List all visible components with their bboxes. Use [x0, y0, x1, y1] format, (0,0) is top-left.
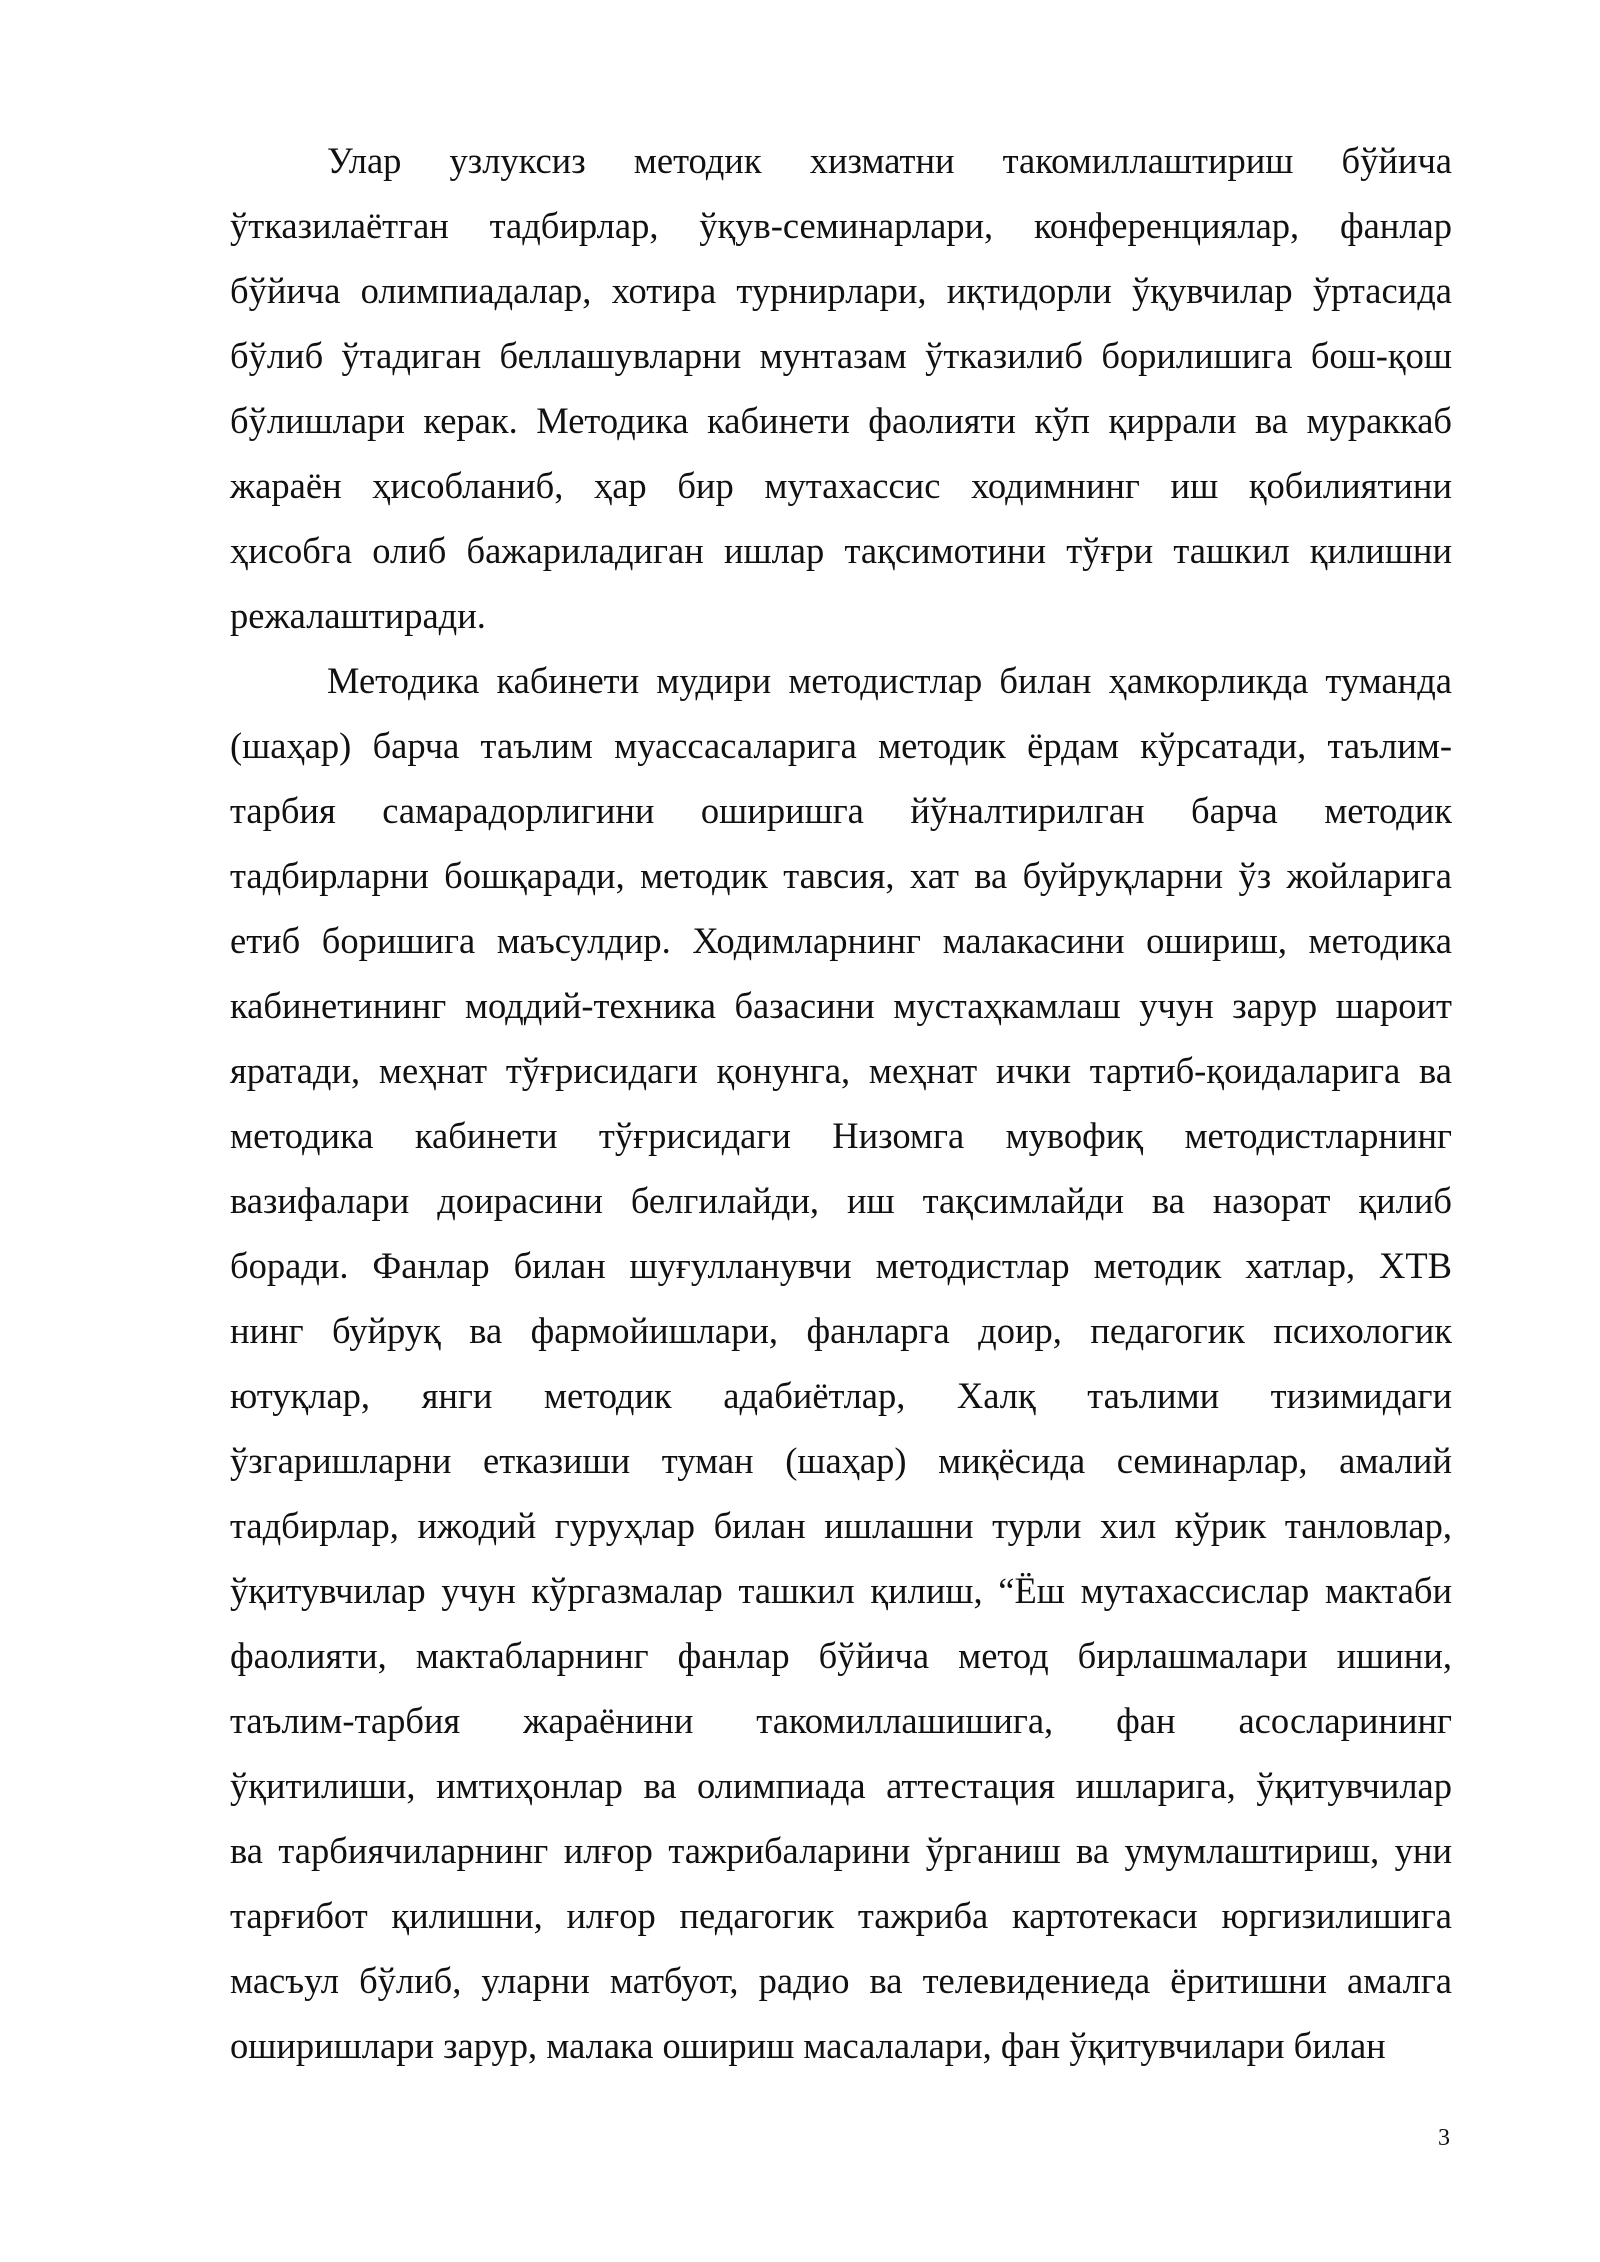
- text-line: бўлишлари керак. Методика кабинети фаолияти кўп қиррали ва мураккаб: [230, 400, 1452, 441]
- text-line: тарбия самарадорлигини оширишга йўналтирилган барча методик: [230, 790, 1452, 831]
- text-line: ва тарбиячиларнинг илғор тажрибаларини ўрганиш ва умумлаштириш, уни: [230, 1830, 1452, 1871]
- text-line: яратади, меҳнат тўғрисидаги қонунга, меҳнат ички тартиб-қоидаларига ва: [230, 1050, 1452, 1091]
- text-line: ўзгаришларни етказиши туман (шаҳар) миқёсида семинарлар, амалий: [230, 1440, 1452, 1481]
- text-line: боради. Фанлар билан шуғулланувчи методистлар методик хатлар, ХТВ: [230, 1245, 1452, 1286]
- paragraph-2: [230, 648, 1452, 2078]
- text-line: жараён ҳисобланиб, ҳар бир мутахассис ходимнинг иш қобилиятини: [230, 465, 1452, 506]
- text-line: Методика кабинети мудири методистлар билан ҳамкорликда туманда: [327, 660, 1452, 701]
- page-number: 3: [1438, 2125, 1450, 2151]
- text-line: фаолияти, мактабларнинг фанлар бўйича метод бирлашмалари ишини,: [230, 1635, 1452, 1676]
- text-line: ютуқлар, янги методик адабиётлар, Халқ таълими тизимидаги: [230, 1375, 1452, 1416]
- text-line: кабинетининг моддий-техника базасини мустаҳкамлаш учун зарур шароит: [230, 985, 1452, 1026]
- text-line: тадбирлар, ижодий гуруҳлар билан ишлашни турли хил кўрик танловлар,: [230, 1505, 1452, 1546]
- text-line: бўлиб ўтадиган беллашувларни мунтазам ўтказилиб борилишига бош-қош: [230, 335, 1452, 376]
- body-text: [230, 128, 1452, 2078]
- text-line: тадбирларни бошқаради, методик тавсия, хат ва буйруқларни ўз жойларига: [230, 855, 1452, 896]
- text-line: етиб боришига маъсулдир. Ходимларнинг малакасини ошириш, методика: [230, 920, 1452, 961]
- text-line: бўйича олимпиадалар, хотира турнирлари, иқтидорли ўқувчилар ўртасида: [230, 270, 1452, 311]
- text-line: тарғибот қилишни, илғор педагогик тажриба картотекаси юргизилишига: [230, 1895, 1452, 1936]
- text-line: методика кабинети тўғрисидаги Низомга мувофиқ методистларнинг: [230, 1115, 1452, 1156]
- text-line: ўтказилаётган тадбирлар, ўқув-семинарлари, конференциялар, фанлар: [230, 205, 1452, 246]
- text-line: таълим-тарбия жараёнини такомиллашишига, фан асосларининг: [230, 1700, 1452, 1741]
- text-line: ўқитилиши, имтиҳонлар ва олимпиада аттестация ишларига, ўқитувчилар: [230, 1765, 1452, 1806]
- text-line: вазифалари доирасини белгилайди, иш тақсимлайди ва назорат қилиб: [230, 1180, 1452, 1221]
- text-line: режалаштиради.: [230, 595, 486, 636]
- text-line: (шаҳар) барча таълим муассасаларига методик ёрдам кўрсатади, таълим-: [230, 725, 1452, 766]
- text-line: оширишлари зарур, малака ошириш масалалари, фан ўқитувчилари билан: [230, 2025, 1386, 2066]
- text-line: масъул бўлиб, уларни матбуот, радио ва телевидениеда ёритишни амалга: [230, 1960, 1452, 2001]
- text-line: ҳисобга олиб бажариладиган ишлар тақсимотини тўғри ташкил қилишни: [230, 530, 1452, 571]
- paragraph-1: [230, 128, 1452, 648]
- text-line: ўқитувчилар учун кўргазмалар ташкил қилиш, “Ёш мутахассислар мактаби: [230, 1570, 1452, 1611]
- text-line: Улар узлуксиз методик хизматни такомиллаштириш бўйича: [327, 140, 1452, 181]
- text-line: нинг буйруқ ва фармойишлари, фанларга доир, педагогик психологик: [230, 1310, 1452, 1351]
